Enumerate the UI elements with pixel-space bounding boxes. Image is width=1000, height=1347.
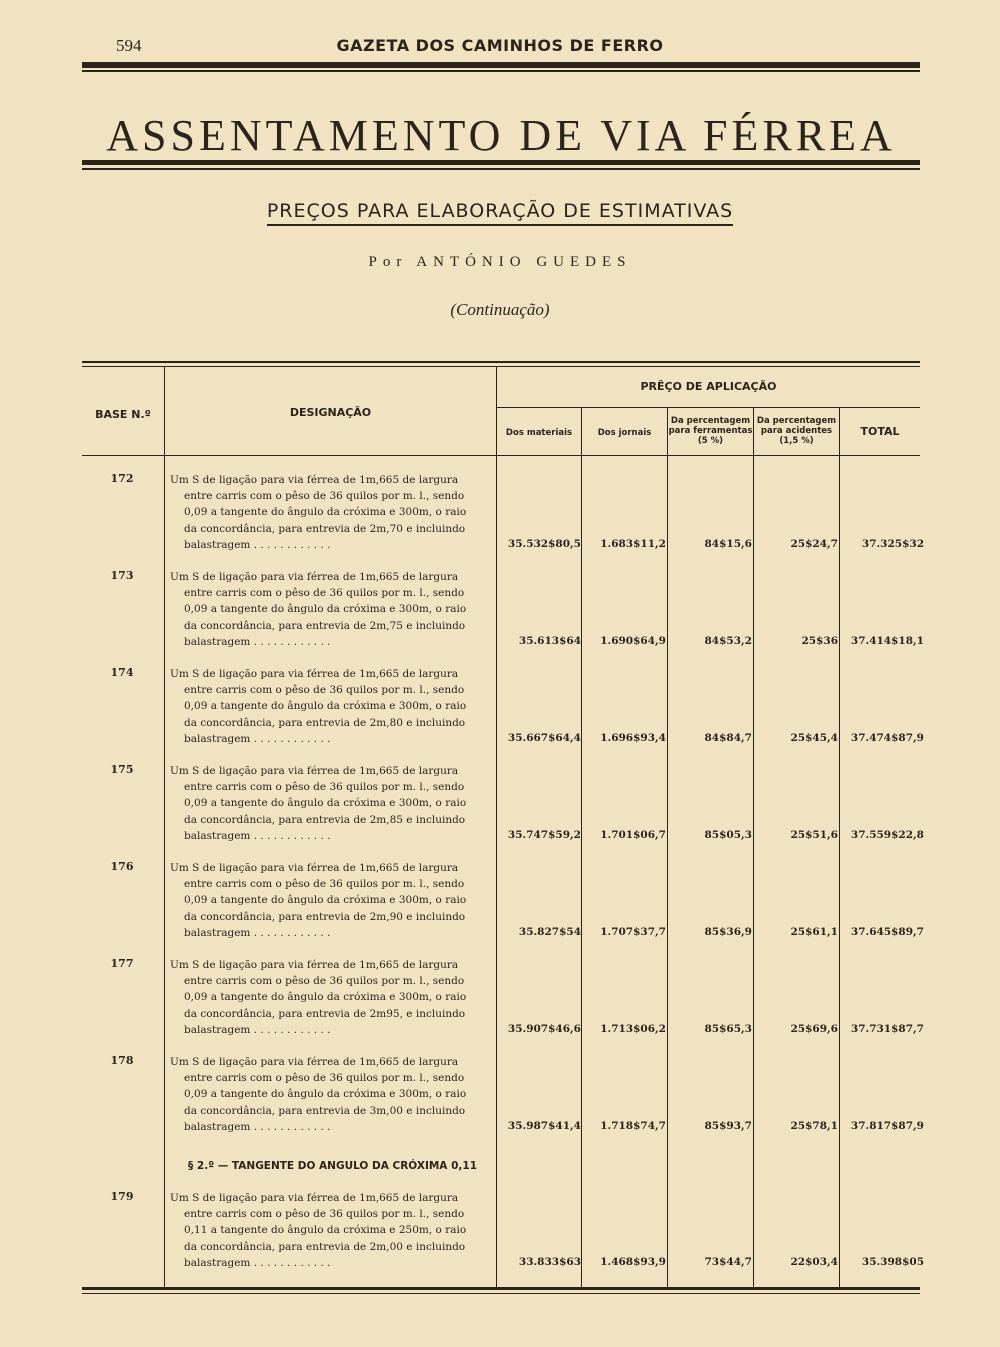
row-total: 37.325$32	[861, 538, 924, 550]
row-total: 37.414$18,1	[850, 635, 924, 647]
row-description: Um S de ligação para via férrea de 1m,665 de largura entre carris com o pêso de 36 quilos por m. l., sendo 0,09 a tangente do ângulo da cróxima e 300m, o raio da concordância, para entrevia de 2m,80 e incluindo balastragem . . . . . . . . . . . .	[170, 668, 467, 745]
row-jornais: 1.690$64,9	[600, 635, 666, 647]
row-base-number: 175	[110, 763, 134, 776]
header-jornais: Dos jornais	[597, 428, 652, 438]
row-materiais: 35.827$54	[518, 926, 581, 938]
row-acidentes: 25$78,1	[790, 1120, 838, 1132]
row-jornais: 1.468$93,9	[600, 1256, 666, 1268]
row-base-number: 176	[110, 860, 134, 873]
row-materiais: 33.833$63	[518, 1256, 581, 1268]
byline: Por ANTÓNIO GUEDES	[368, 254, 632, 270]
row-materiais: 35.667$64,4	[507, 732, 581, 744]
row-materiais: 35.747$59,2	[507, 829, 581, 841]
table-top-rule-2	[82, 366, 920, 367]
row-jornais: 1.713$06,2	[600, 1023, 666, 1035]
journal-name: GAZETA DOS CAMINHOS DE FERRO	[336, 36, 664, 55]
row-ferramentas: 85$05,3	[704, 829, 752, 841]
row-ferramentas: 84$84,7	[704, 732, 752, 744]
row-description: Um S de ligação para via férrea de 1m,665 de largura entre carris com o pêso de 36 quilos por m. l., sendo 0,09 a tangente do ângulo da cróxima e 300m, o raio da concordância, para entrevia de 2m95, e incluindo balastragem . . . . . . . . . . . .	[170, 959, 467, 1036]
row-jornais: 1.696$93,4	[600, 732, 666, 744]
table-top-rule	[82, 361, 920, 363]
header-ferramentas: Da percentagem para ferramentas (5 %)	[668, 416, 753, 446]
row-ferramentas: 73$44,7	[704, 1256, 752, 1268]
row-description: Um S de ligação para via férrea de 1m,665 de largura entre carris com o pêso de 36 quilos por m. l., sendo 0,09 a tangente do ângulo da cróxima e 300m, o raio da concordância, para entrevia de 2m,75 e incluindo balastragem . . . . . . . . . . . .	[170, 571, 467, 648]
row-base-number: 178	[110, 1054, 134, 1067]
row-acidentes: 25$51,6	[790, 829, 838, 841]
row-total: 37.817$87,9	[850, 1120, 924, 1132]
header-designacao: DESIGNAÇÃO	[289, 406, 372, 419]
row-total: 37.559$22,8	[850, 829, 924, 841]
row-materiais: 35.907$46,6	[507, 1023, 581, 1035]
row-ferramentas: 85$65,3	[704, 1023, 752, 1035]
row-total: 35.398$05	[861, 1256, 924, 1268]
page-number: 594	[116, 36, 142, 55]
row-base-number: 172	[110, 472, 134, 485]
row-description: Um S de ligação para via férrea de 1m,665 de largura entre carris com o pêso de 36 quilos por m. l., sendo 0,09 a tangente do ângulo da cróxima e 300m, o raio da concordância, para entrevia de 2m,90 e incluindo balastragem . . . . . . . . . . . .	[170, 862, 467, 939]
row-materiais: 35.613$64	[518, 635, 581, 647]
header-rule-thick	[82, 62, 920, 68]
row-acidentes: 25$69,6	[790, 1023, 838, 1035]
table-bottom-rule-2	[82, 1293, 920, 1294]
row-jornais: 1.701$06,7	[600, 829, 666, 841]
row-jornais: 1.683$11,2	[600, 538, 666, 550]
row-total: 37.731$87,7	[850, 1023, 924, 1035]
row-description: Um S de ligação para via férrea de 1m,665 de largura entre carris com o pêso de 36 quilos por m. l., sendo 0,09 a tangente do ângulo da cróxima e 300m, o raio da concordância, para entrevia de 2m,85 e incluindo balastragem . . . . . . . . . . . .	[170, 765, 467, 842]
header-acidentes: Da percentagem para acidentes (1,5 %)	[756, 416, 837, 446]
row-total: 37.474$87,9	[850, 732, 924, 744]
row-materiais: 35.532$80,5	[507, 538, 581, 550]
table-bottom-rule	[82, 1287, 920, 1290]
header-rule-thin	[82, 70, 920, 72]
row-jornais: 1.707$37,7	[600, 926, 666, 938]
table-header-bottom-rule	[82, 455, 920, 456]
row-base-number: 179	[110, 1190, 134, 1203]
row-total: 37.645$89,7	[850, 926, 924, 938]
row-description: Um S de ligação para via férrea de 1m,665 de largura entre carris com o pêso de 36 quilos por m. l., sendo 0,09 a tangente do ângulo da cróxima e 300m, o raio da concordância, para entrevia de 2m,70 e incluindo balastragem . . . . . . . . . . . .	[170, 474, 467, 551]
row-description: Um S de ligação para via férrea de 1m,665 de largura entre carris com o pêso de 36 quilos por m. l., sendo 0,11 a tangente do ângulo da cróxima e 250m, o raio da concordância, para entrevia de 2m,00 e incluindo balastragem . . . . . . . . . . . .	[170, 1192, 467, 1269]
row-ferramentas: 85$36,9	[704, 926, 752, 938]
row-acidentes: 22$03,4	[790, 1256, 838, 1268]
article-title: ASSENTAMENTO DE VIA FÉRREA	[106, 111, 896, 160]
row-acidentes: 25$24,7	[790, 538, 838, 550]
header-base: BASE N.º	[95, 408, 151, 421]
section-heading: § 2.º — TANGENTE DO ANGULO DA CRÓXIMA 0,11	[188, 1160, 477, 1172]
row-description: Um S de ligação para via férrea de 1m,665 de largura entre carris com o pêso de 36 quilos por m. l., sendo 0,09 a tangente do ângulo da cróxima e 300m, o raio da concordância, para entrevia de 3m,00 e incluindo balastragem . . . . . . . . . . . .	[170, 1056, 467, 1133]
row-materiais: 35.987$41,4	[507, 1120, 581, 1132]
row-base-number: 177	[110, 957, 134, 970]
header-total: TOTAL	[860, 425, 900, 438]
row-acidentes: 25$36	[801, 635, 838, 647]
row-base-number: 174	[110, 666, 134, 679]
row-jornais: 1.718$74,7	[600, 1120, 666, 1132]
article-subtitle: PREÇOS PARA ELABORAÇÃO DE ESTIMATIVAS	[0, 200, 1000, 222]
title-rule-thick	[82, 160, 920, 165]
continuation-note: (Continuação)	[450, 300, 550, 319]
header-materiais: Dos materiais	[505, 428, 573, 438]
preco-split-rule	[497, 407, 920, 408]
col-divider-base	[164, 367, 165, 1287]
header-preco: PRÊÇO DE APLICAÇÃO	[640, 380, 777, 393]
row-acidentes: 25$61,1	[790, 926, 838, 938]
row-acidentes: 25$45,4	[790, 732, 838, 744]
row-base-number: 173	[110, 569, 134, 582]
row-ferramentas: 84$15,6	[704, 538, 752, 550]
title-rule-thin	[82, 168, 920, 170]
row-ferramentas: 84$53,2	[704, 635, 752, 647]
row-ferramentas: 85$93,7	[704, 1120, 752, 1132]
